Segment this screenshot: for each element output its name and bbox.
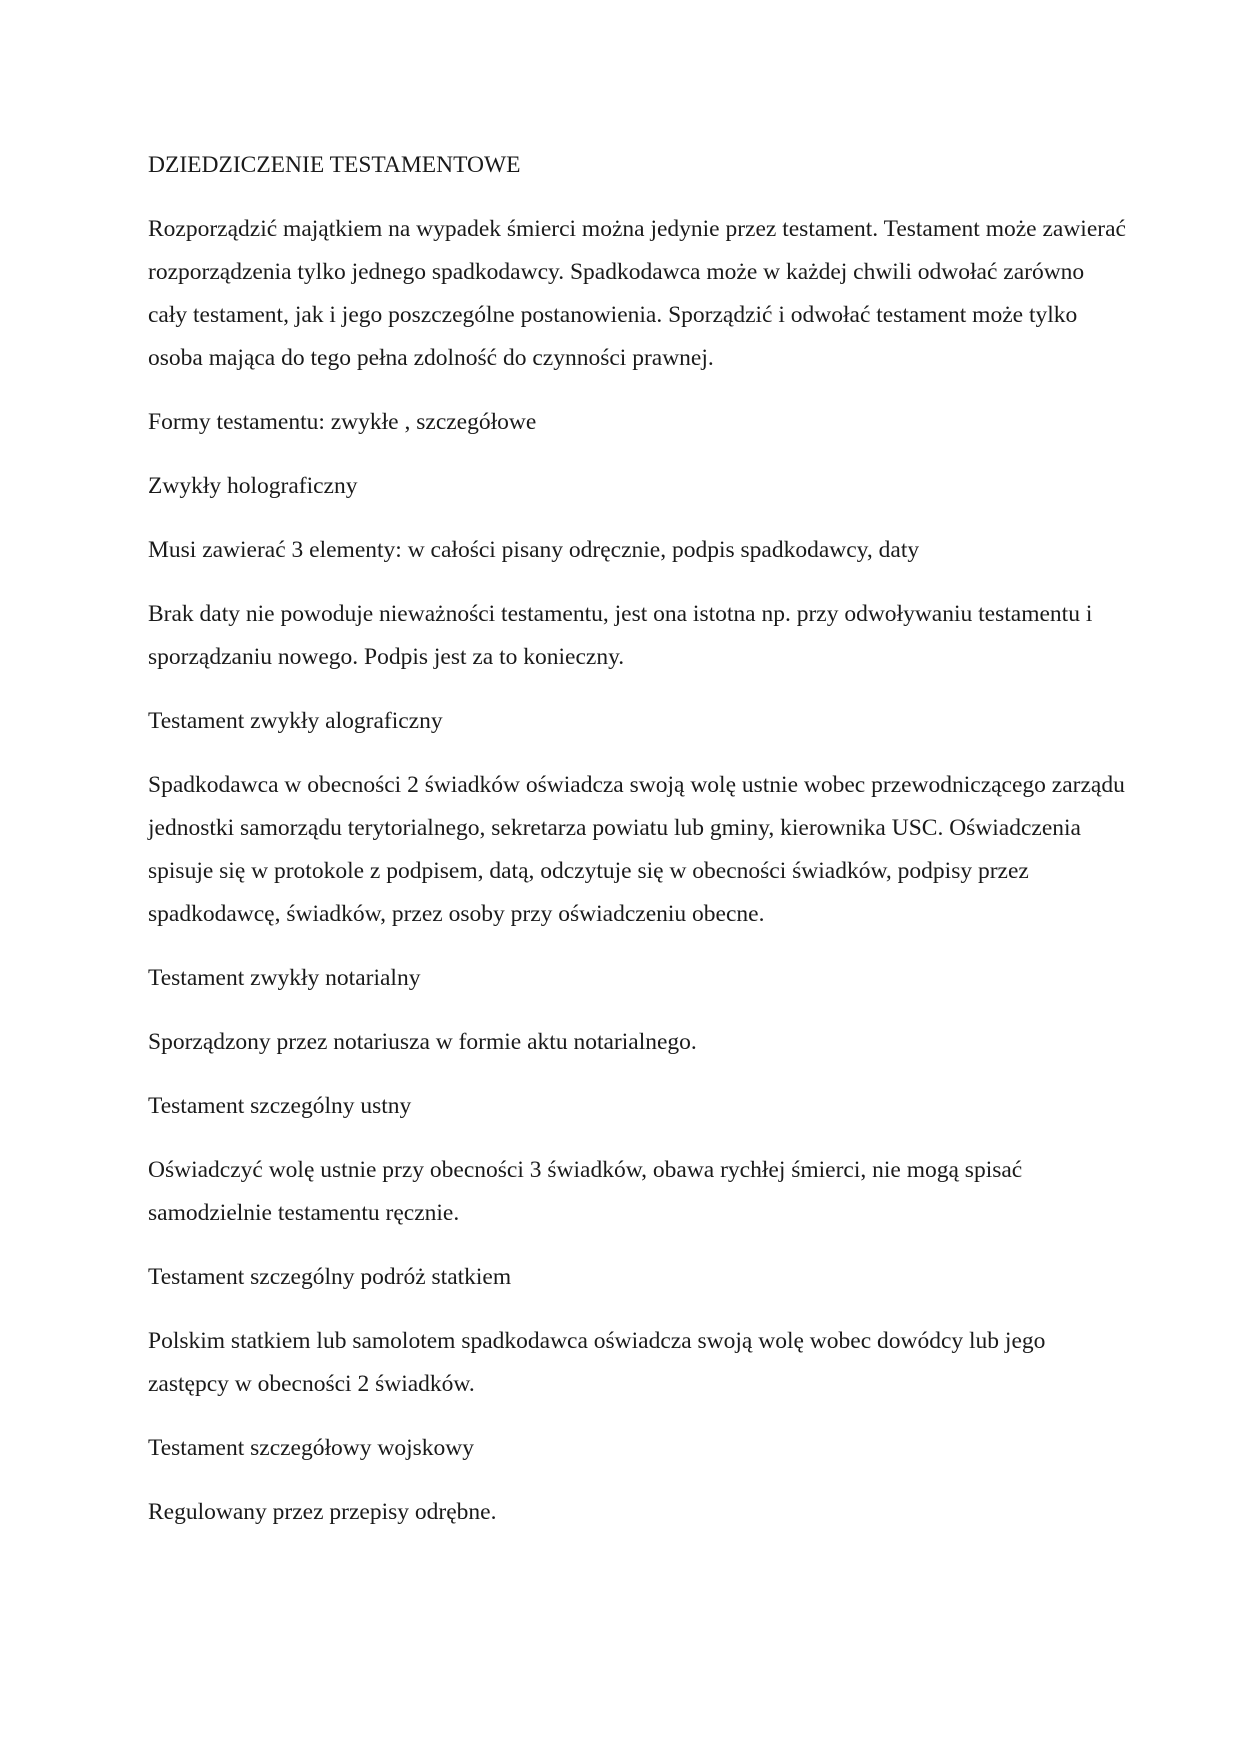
paragraph-military: Regulowany przez przepisy odrębne. xyxy=(148,1499,497,1525)
document-title: DZIEDZICZENIE TESTAMENTOWE xyxy=(148,152,521,178)
paragraph-holographic-elements: Musi zawierać 3 elementy: w całości pisany odręcznie, podpis spadkodawcy, daty xyxy=(148,537,920,563)
heading-allographic: Testament zwykły alograficzny xyxy=(148,708,443,734)
paragraph-oral: Oświadczyć wolę ustnie przy obecności 3 świadków, obawa rychłej śmierci, nie mogą spisać samodzielnie testamentu ręcznie. xyxy=(148,1157,1023,1226)
heading-notarial: Testament zwykły notarialny xyxy=(148,965,421,991)
heading-oral: Testament szczególny ustny xyxy=(148,1093,412,1119)
paragraph-allographic: Spadkodawca w obecności 2 świadków oświadcza swoją wolę ustnie wobec przewodniczącego zarządu jednostki samorządu terytorialnego, sekretarza powiatu lub gminy, kierownika USC. Oświadczenia spisuje się w protokole z podpisem, datą, odczytuje się w obecności świadków, podpisy przez spadkodawcę, świadków, przez osoby przy oświadczeniu obecne. xyxy=(148,772,1125,927)
document-page xyxy=(148,144,1128,1555)
paragraph-ship-travel: Polskim statkiem lub samolotem spadkodawca oświadcza swoją wolę wobec dowódcy lub jego zastępcy w obecności 2 świadków. xyxy=(148,1328,1046,1397)
heading-ship-travel: Testament szczególny podróż statkiem xyxy=(148,1264,512,1290)
heading-holographic: Zwykły holograficzny xyxy=(148,473,358,499)
paragraph-forms: Formy testamentu: zwykłe , szczegółowe xyxy=(148,409,537,435)
paragraph-date-signature: Brak daty nie powoduje nieważności testamentu, jest ona istotna np. przy odwoływaniu testamentu i sporządzaniu nowego. Podpis jest za to konieczny. xyxy=(148,601,1093,670)
paragraph-notarial: Sporządzony przez notariusza w formie aktu notarialnego. xyxy=(148,1029,697,1055)
paragraph-intro: Rozporządzić majątkiem na wypadek śmierci można jedynie przez testament. Testament może zawierać rozporządzenia tylko jednego spadkodawcy. Spadkodawca może w każdej chwili odwołać zarówno cały testament, jak i jego poszczególne postanowienia. Sporządzić i odwołać testament może tylko osoba mająca do tego pełna zdolność do czynności prawnej. xyxy=(148,216,1126,371)
heading-military: Testament szczegółowy wojskowy xyxy=(148,1435,474,1461)
